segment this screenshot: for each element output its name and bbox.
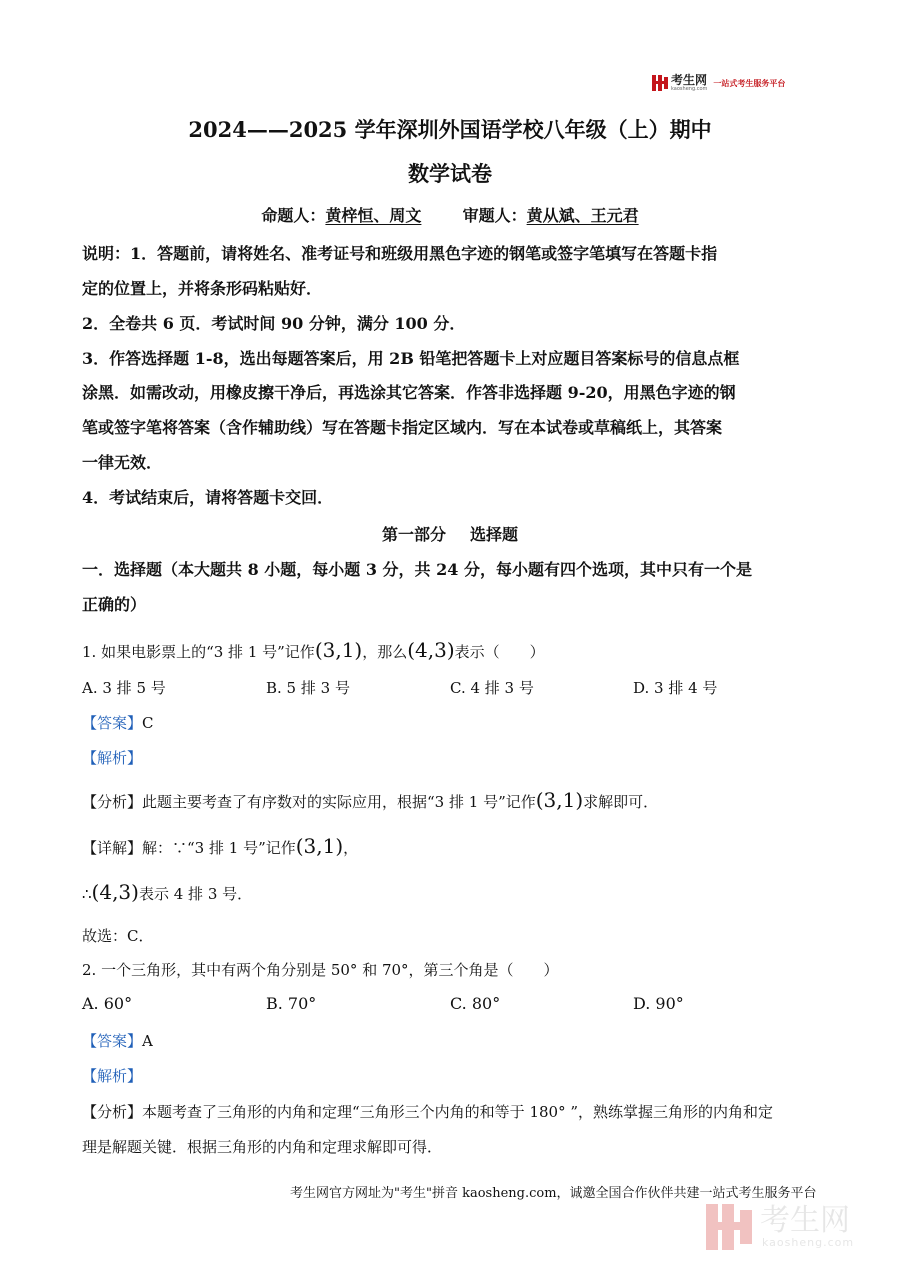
question-1-fenxi: 【分析】此题主要考查了有序数对的实际应用，根据“3 排 1 号”记作(3,1)求解即可． [82,788,659,812]
fenxi-tag: 【分析】 [82,793,143,811]
option-a: A. 3 排 5 号 [82,679,166,697]
question-2-answer [82,1030,820,1051]
answer-tag: 【答案】 [82,714,143,732]
watermark [706,1204,854,1250]
option-d: D. 90° [633,994,684,1013]
brand-name: 考生网 [671,73,708,87]
watermark-name: 考生网 [760,1202,850,1238]
section-heading: 正确的） [82,595,147,614]
coordinate: (3,1) [295,834,344,858]
exam-subtitle: 数学试卷 [408,161,492,186]
coordinate: (4,3) [407,638,455,662]
option-b: B. 5 排 3 号 [266,679,350,697]
instruction-line: 2．全卷共 6 页．考试时间 90 分钟，满分 100 分． [82,314,466,333]
brand-logo-icon [652,75,668,91]
instruction-line: 一律无效． [82,453,163,472]
brand-logo [652,74,785,92]
reviewer-label: 审题人： [462,206,527,225]
watermark-domain: kaosheng.com [762,1235,855,1249]
setters: 黄梓恒、周文 [325,206,422,225]
answer-value: C [142,714,154,732]
reviewers: 黄从斌、王元君 [526,206,639,225]
footer-text: 考生网官方网址为"考生"拼音 kaosheng.com，诚邀全国合作伙伴共建一站式考生服务平台 [290,1186,817,1201]
part-type: 选择题 [470,525,519,544]
coordinate: (3,1) [314,638,363,662]
option-c: C. 4 排 3 号 [450,679,534,697]
brand-slogan: 一站式考生服务平台 [713,78,786,88]
therefore-symbol: ∴ [82,885,92,903]
option-a: A. 60° [82,994,133,1013]
authors-line [0,203,900,226]
option-c: C. 80° [450,994,501,1013]
brand-domain: kaosheng.com [671,86,708,92]
section-heading: 一．选择题（本大题共 8 小题，每小题 3 分，共 24 分，每小题有四个选项，其中只有一个是 [82,560,752,579]
instruction-line: 3．作答选择题 1-8，选出每题答案后，用 2B 铅笔把答题卡上对应题目答案标号的信息点框 [82,349,740,368]
analysis-tag: 【解析】 [82,1067,143,1085]
instruction-line: 4．考试结束后，请将答题卡交回． [82,488,334,507]
part-heading [0,522,900,545]
option-d: D. 3 排 4 号 [633,679,718,697]
question-2-stem: 2. 一个三角形，其中有两个角分别是 50° 和 70°，第三个角是（ ） [82,961,559,979]
answer-value: A [142,1032,153,1050]
detail-tag: 【详解】 [82,839,143,857]
coordinate: (3,1) [535,788,584,812]
question-2-fenxi-cont: 理是解题关键．根据三角形的内角和定理求解即可得． [82,1138,443,1156]
question-1-therefore: ∴(4,3)表示 4 排 3 号． [82,880,253,904]
exam-title: 2024——2025 学年深圳外国语学校八年级（上）期中 [188,117,712,142]
setter-label: 命题人： [261,206,326,225]
instruction-line: 定的位置上，并将条形码粘贴好． [82,279,323,298]
option-b: B. 70° [266,994,317,1013]
part-label: 第一部分 [381,525,446,544]
question-2-analysis [82,1065,820,1086]
answer-tag: 【答案】 [82,1032,143,1050]
question-2-fenxi: 【分析】本题考查了三角形的内角和定理“三角形三个内角的和等于 180° ”，熟练掌握三角形的内角和定 [82,1103,774,1121]
coordinate: (4,3) [91,880,139,904]
instruction-line: 笔或签字笔将答案（含作辅助线）写在答题卡指定区域内．写在本试卷或草稿纸上，其答案 [82,418,723,437]
question-1-detail: 【详解】解：∵“3 排 1 号”记作(3,1)， [82,834,359,858]
question-1-stem: 1. 如果电影票上的“3 排 1 号”记作(3,1)，那么(4,3)表示（ ） [82,638,545,662]
fenxi-tag: 【分析】 [82,1103,143,1121]
question-1-conclusion: 故选：C． [82,927,154,945]
instruction-line: 说明：1．答题前，请将姓名、准考证号和班级用黑色字迹的钢笔或签字笔填写在答题卡指 [82,244,718,263]
instruction-line: 涂黑．如需改动，用橡皮擦干净后，再选涂其它答案．作答非选择题 9-20，用黑色字迹的钢 [82,383,736,402]
question-1-analysis [82,747,820,768]
question-1-answer [82,712,820,733]
watermark-logo-icon [706,1204,752,1250]
analysis-tag: 【解析】 [82,749,143,767]
